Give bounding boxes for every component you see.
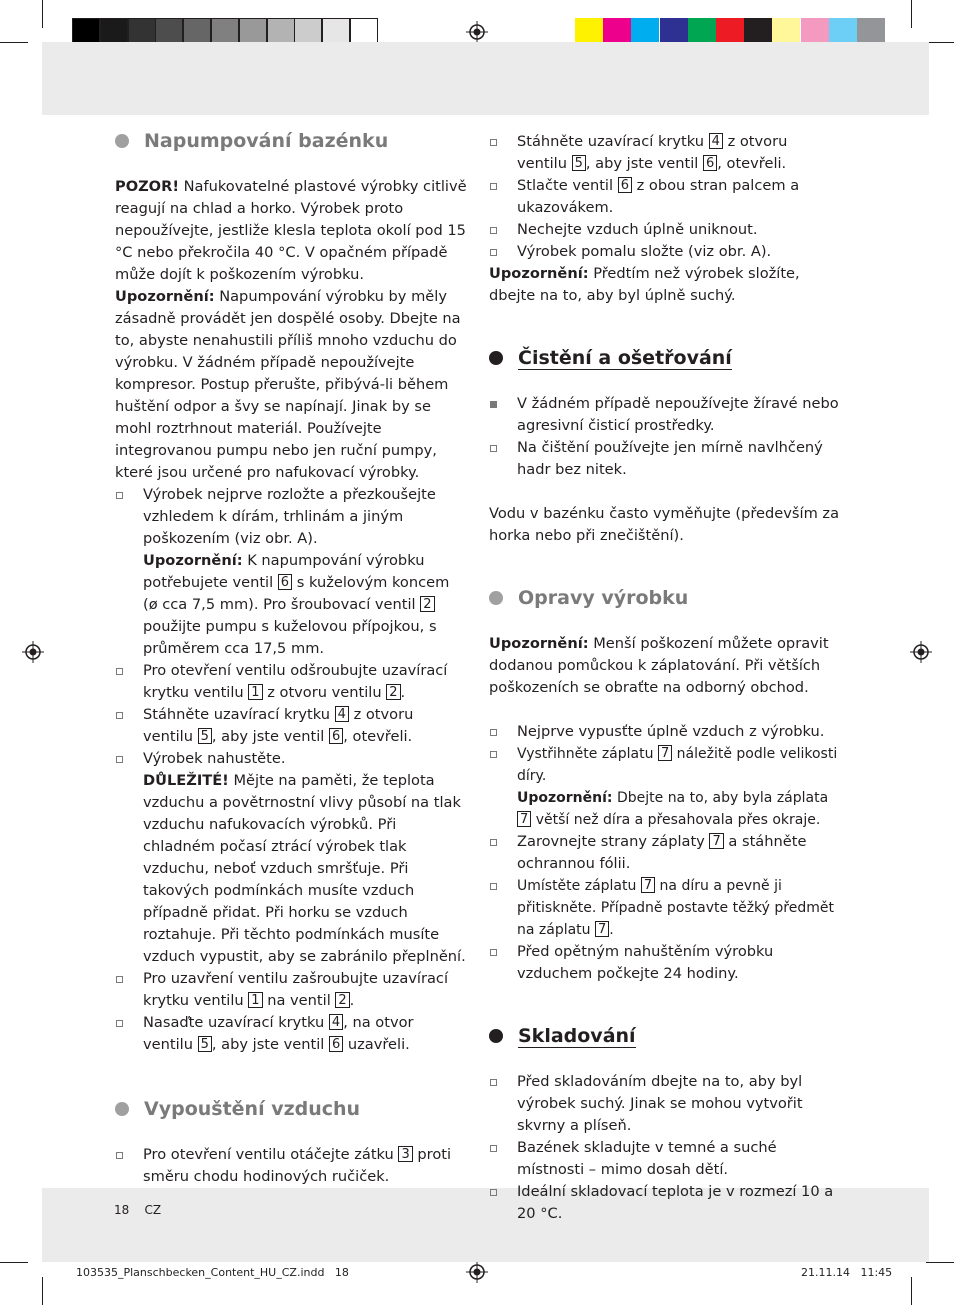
section-heading: Vypouštění vzduchu	[115, 1094, 467, 1124]
checkbox-bullet-icon	[490, 729, 497, 736]
section-heading: Opravy výrobku	[489, 583, 841, 613]
crop-mark	[911, 0, 912, 28]
part-number: 3	[398, 1146, 412, 1162]
checkbox-bullet-icon	[490, 445, 497, 452]
list-item: Nasaďte uzavírací krytku 4 , na otvor ventilu 5 , aby jste ventil 6 uzavřeli.	[115, 1012, 467, 1056]
list-item: Nejprve vypusťte úplně vzduch z výrobku.	[489, 721, 841, 743]
checkbox-bullet-icon	[490, 139, 497, 146]
checkbox-bullet-icon	[490, 883, 497, 890]
part-number: 5	[198, 728, 212, 744]
part-number: 5	[198, 1036, 212, 1052]
checkbox-bullet-icon	[116, 756, 123, 763]
part-number: 5	[572, 155, 586, 171]
checkbox-bullet-icon	[116, 1020, 123, 1027]
part-number: 7	[709, 833, 723, 849]
list-item: Stáhněte uzavírací krytku 4 z otvoru ventilu 5 , aby jste ventil 6 , otevřeli.	[489, 131, 841, 175]
right-column	[489, 131, 841, 1225]
crop-mark	[42, 1277, 43, 1305]
list-item: Bazének skladujte v temné a suché místnosti – mimo dosah dětí.	[489, 1137, 841, 1181]
part-number: 4	[329, 1014, 343, 1030]
checkbox-bullet-icon	[490, 1189, 497, 1196]
crop-mark	[0, 42, 28, 43]
crop-mark	[926, 1262, 954, 1263]
list-item: Umístěte záplatu 7 na díru a pevně ji přitiskněte. Případně postavte těžký předmět na záplatu 7 .	[489, 875, 841, 941]
part-number: 4	[709, 133, 723, 149]
section-heading: Čistění a ošetřování	[489, 343, 841, 373]
language-code: CZ	[144, 1203, 162, 1217]
square-bullet-icon	[490, 401, 497, 408]
list-item: Zarovnejte strany záplaty 7 a stáhněte ochrannou fólii.	[489, 831, 841, 875]
checkbox-bullet-icon	[490, 751, 497, 758]
part-number: 2	[420, 596, 434, 612]
crop-mark	[0, 1262, 28, 1263]
part-number: 7	[595, 921, 609, 937]
crop-mark	[926, 42, 954, 43]
list-item: Pro otevření ventilu odšroubujte uzavírací krytku ventilu 1 z otvoru ventilu 2 .	[115, 660, 467, 704]
part-number: 2	[335, 992, 349, 1008]
checkbox-bullet-icon	[116, 1152, 123, 1159]
checkbox-bullet-icon	[490, 1079, 497, 1086]
crop-mark	[911, 1277, 912, 1305]
list-item: Vystřihněte záplatu 7 náležitě podle velikosti díry. Upozornění: Dbejte na to, aby byla záplata 7 větší než díra a přesahovala přes okraje.	[489, 743, 841, 831]
list-item: Výrobek pomalu složte (viz obr. A).	[489, 241, 841, 263]
section-heading: Napumpování bazénku	[115, 126, 467, 156]
paragraph: Vodu v bazénku často vyměňujte (především za horka nebo při znečištění).	[489, 505, 840, 544]
list-item: V žádném případě nepoužívejte žíravé nebo agresivní čisticí prostředky.	[489, 393, 841, 437]
header-band	[42, 42, 929, 115]
checkbox-bullet-icon	[116, 668, 123, 675]
list-item: Výrobek nejprve rozložte a přezkoušejte vzhledem k dírám, trhlinám a jiným poškozením (viz obr. A). Upozornění: K napumpování výrobku potřebujete ventil 6 s kuželovým koncem (ø cca 7,5 mm). Pro šroubovací ventil 2 použijte pumpu s kuželovou přípojkou, s průměrem cca 17,5 mm.	[115, 484, 467, 660]
registration-mark-icon	[910, 641, 932, 663]
list-item: Ideální skladovací teplota je v rozmezí 10 a 20 °C.	[489, 1181, 841, 1225]
part-number: 4	[335, 706, 349, 722]
part-number: 1	[248, 684, 262, 700]
registration-mark-icon	[466, 21, 488, 43]
list-item: Před skladováním dbejte na to, aby byl výrobek suchý. Jinak se mohou vytvořit skvrny a plíseň.	[489, 1071, 841, 1137]
registration-mark-icon	[22, 641, 44, 663]
part-number: 7	[641, 877, 655, 893]
list-item: Pro otevření ventilu otáčejte zátku 3 proti směru chodu hodinových ručiček.	[115, 1144, 467, 1188]
part-number: 7	[517, 811, 531, 827]
part-number: 6	[329, 1036, 343, 1052]
list-item: Na čištění používejte jen mírně navlhčený hadr bez nitek.	[489, 437, 841, 481]
bullet-dot-icon	[489, 1029, 503, 1043]
list-item: Výrobek nahustěte. DŮLEŽITÉ! Mějte na paměti, že teplota vzduchu a povětrnostní vlivy působí na tlak vzduchu nafukovacích výrobků. Při chladném počasí ztrácí výrobek tlak vzduchu, neboť vzduch smršťuje. Při takových podmínkách musíte vzduch případně přidat. Při horku se vzduch roztahuje. Při těchto podmínkách musíte vzduch vypustit, aby se zabránilo přeplnění.	[115, 748, 467, 968]
bullet-dot-icon	[115, 1102, 129, 1116]
checkbox-bullet-icon	[490, 949, 497, 956]
left-column	[115, 126, 467, 1188]
part-number: 6	[329, 728, 343, 744]
registration-mark-icon	[466, 1261, 488, 1283]
bullet-dot-icon	[115, 134, 129, 148]
checkbox-bullet-icon	[490, 1145, 497, 1152]
checkbox-bullet-icon	[490, 183, 497, 190]
list-item: Stlačte ventil 6 z obou stran palcem a ukazovákem.	[489, 175, 841, 219]
note-paragraph: Upozornění: Předtím než výrobek složíte, dbejte na to, aby byl úplně suchý.	[489, 265, 800, 304]
crop-mark	[42, 0, 43, 28]
part-number: 6	[278, 574, 292, 590]
checkbox-bullet-icon	[490, 249, 497, 256]
section-heading: Skladování	[489, 1021, 841, 1051]
slug-date: 21.11.14 11:45	[801, 1266, 893, 1279]
list-item: Stáhněte uzavírací krytku 4 z otvoru ventilu 5 , aby jste ventil 6 , otevřeli.	[115, 704, 467, 748]
checkbox-bullet-icon	[490, 227, 497, 234]
bullet-dot-icon	[489, 351, 503, 365]
note-paragraph: Upozornění: Menší poškození můžete opravit dodanou pomůckou k záplatování. Při větších poškozeních se obraťte na odborný obchod.	[489, 635, 829, 696]
part-number: 6	[618, 177, 632, 193]
page-number: 18 CZ	[114, 1203, 162, 1217]
checkbox-bullet-icon	[116, 492, 123, 499]
list-item: Pro uzavření ventilu zašroubujte uzavírací krytku ventilu 1 na ventil 2 .	[115, 968, 467, 1012]
part-number: 7	[658, 745, 672, 761]
checkbox-bullet-icon	[116, 976, 123, 983]
checkbox-bullet-icon	[490, 839, 497, 846]
warning-paragraph: POZOR! Nafukovatelné plastové výrobky citlivě reagují na chlad a horko. Výrobek proto nepoužívejte, jestliže klesla teplota okolí pod 15 °C nebo překročila 40 °C. V opačném případě může dojít k poškozením výrobku.	[115, 178, 467, 283]
note-paragraph: Upozornění: Napumpování výrobku by měly zásadně provádět jen dospělé osoby. Dbejte na to, abyste nenahustili příliš mnoho vzduchu do výrobku. V žádném případě nepoužívejte kompresor. Postup přerušte, přibývá-li během huštění odpor a švy se napínají. Jinak by se mohl roztrhnout materiál. Používejte integrovanou pumpu nebo jen ruční pumpy, které jsou určené pro nafukovací výrobky.	[115, 288, 461, 481]
list-item: Před opětným nahuštěním výrobku vzduchem počkejte 24 hodiny.	[489, 941, 841, 985]
part-number: 1	[248, 992, 262, 1008]
bullet-dot-icon	[489, 591, 503, 605]
checkbox-bullet-icon	[116, 712, 123, 719]
list-item: Nechejte vzduch úplně uniknout.	[489, 219, 841, 241]
part-number: 2	[386, 684, 400, 700]
part-number: 6	[703, 155, 717, 171]
slug-file: 103535_Planschbecken_Content_HU_CZ.indd 18	[76, 1266, 349, 1279]
